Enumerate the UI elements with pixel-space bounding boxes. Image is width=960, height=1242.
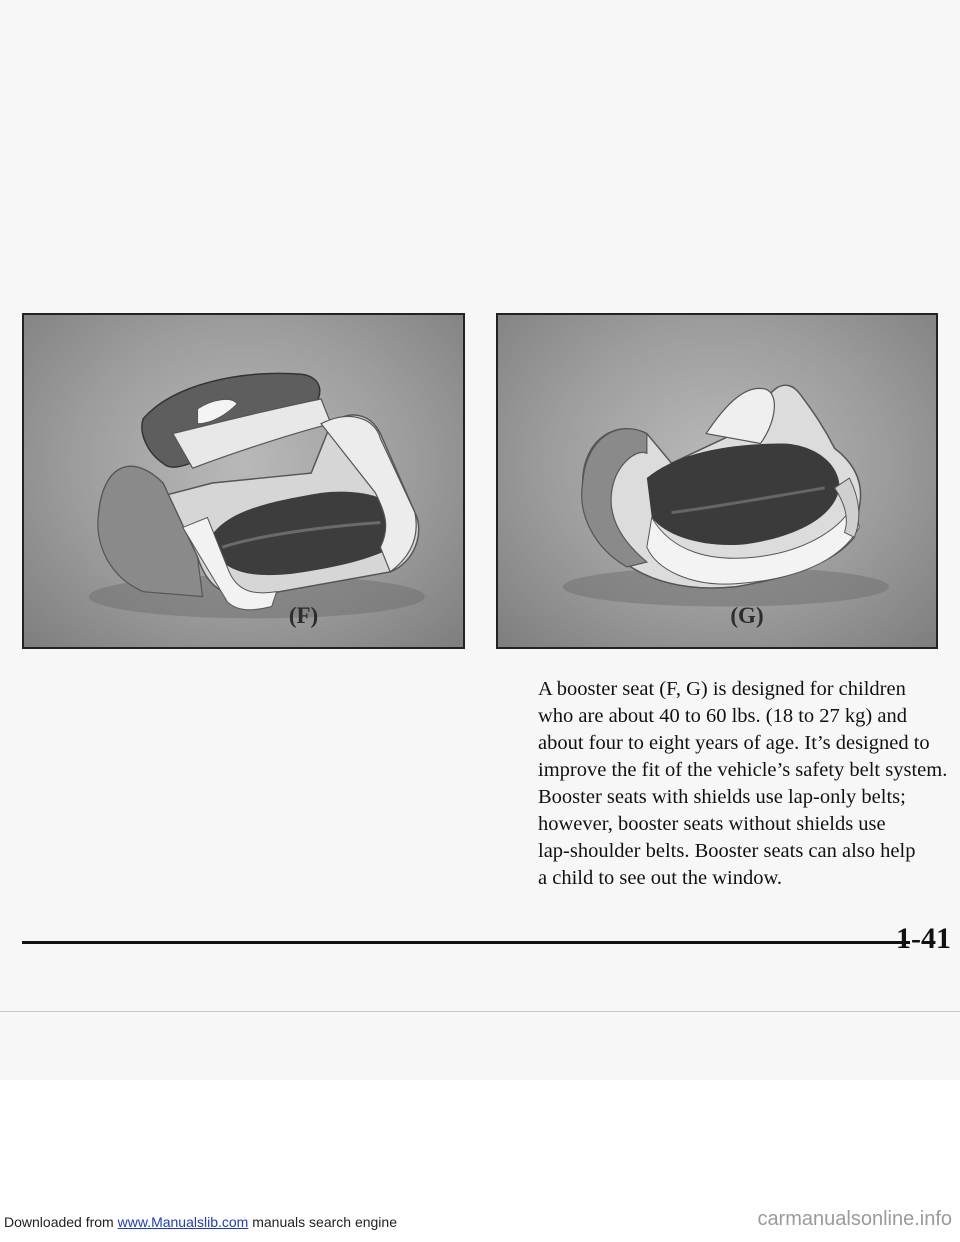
- body-line: A booster seat (F, G) is designed for children: [538, 678, 906, 700]
- figure-booster-seat-no-shield: [496, 313, 938, 649]
- download-notice: [4, 1214, 397, 1230]
- page-rule: [22, 941, 910, 944]
- body-line: who are about 40 to 60 lbs. (18 to 27 kg) and: [538, 705, 907, 727]
- figure-label-g: (G): [730, 603, 764, 628]
- figure-booster-seat-shield: [22, 313, 465, 649]
- body-line: about four to eight years of age. It’s designed to: [538, 732, 930, 754]
- download-prefix: Downloaded from: [4, 1214, 118, 1230]
- booster-seat-with-shield-icon: [24, 315, 463, 647]
- manualslib-link[interactable]: www.Manualslib.com: [117, 1214, 249, 1230]
- body-line: however, booster seats without shields use: [538, 813, 886, 835]
- body-line: Booster seats with shields use lap-only belts;: [538, 786, 906, 808]
- body-line: a child to see out the window.: [538, 867, 783, 889]
- download-suffix: manuals search engine: [248, 1214, 397, 1230]
- body-line: lap-shoulder belts. Booster seats can also help: [538, 840, 916, 862]
- scan-divider: [0, 1011, 960, 1012]
- booster-seat-description: [538, 676, 948, 892]
- body-line: improve the fit of the vehicle’s safety belt system.: [538, 759, 948, 781]
- figure-label-f: (F): [288, 603, 319, 628]
- booster-seat-without-shield-icon: [498, 315, 936, 647]
- watermark-text: carmanualsonline.info: [757, 1208, 952, 1230]
- page-number: 1-41: [896, 922, 951, 955]
